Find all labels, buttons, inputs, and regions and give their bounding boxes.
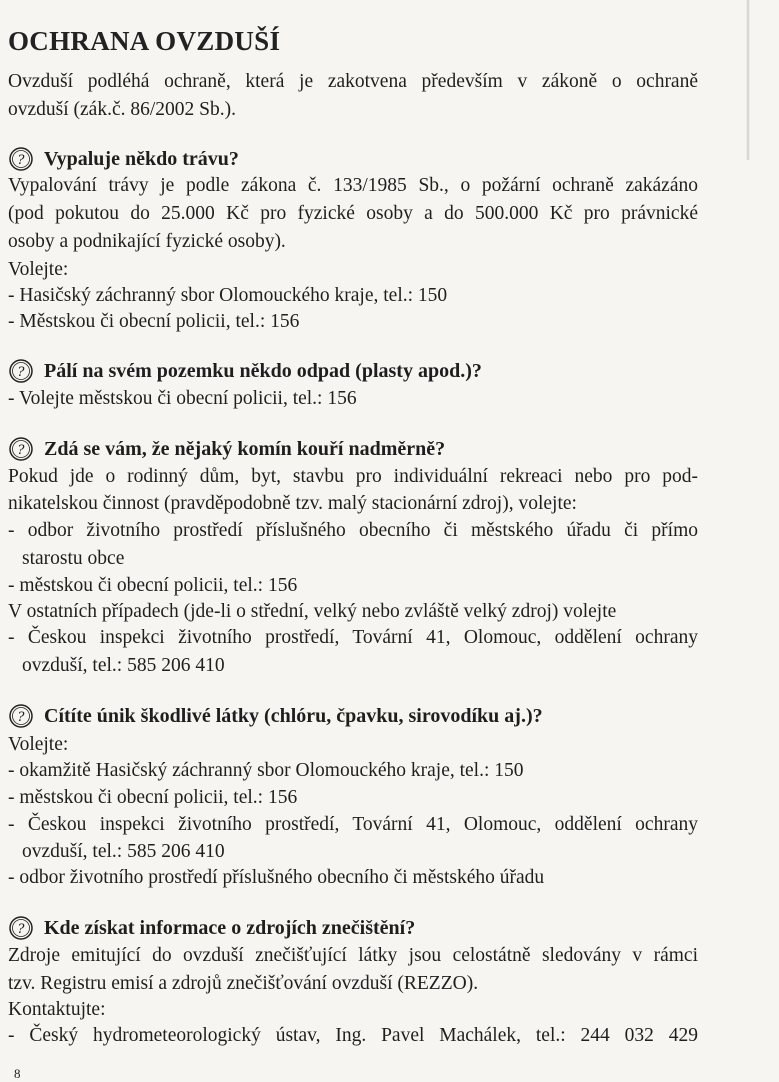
s1-line-1: Vypalování trávy je podle zákona č. 133/1985 Sb., o požární ochraně zakázáno [8,175,698,196]
section-1-question [8,146,239,172]
s1-line-5: - Hasičský záchranný sbor Olomouckého kraje, tel.: 150 [8,285,448,306]
section-2-heading: Pálí na svém pozemku někdo odpad (plasty apod.)? [44,359,482,382]
s1-line-3: osoby a podnikající fyzické osoby). [8,231,286,252]
s4-line-3: - městskou či obecní policii, tel.: 156 [8,787,298,808]
question-mark-circle-icon [8,436,34,462]
s3-line-7: - Českou inspekci životního prostředí, Tovární 41, Olomouc, oddělení ochrany [8,627,698,648]
question-mark-circle-icon [8,703,34,729]
section-5-heading: Kde získat informace o zdrojích znečištění? [44,916,416,939]
section-4-question [8,703,543,729]
s2-line-1: - Volejte městskou či obecní policii, tel.: 156 [8,388,357,409]
svg-text:?: ? [17,365,25,380]
s3-line-8: ovzduší, tel.: 585 206 410 [22,655,225,676]
page-title: OCHRANA OVZDUŠÍ [8,26,281,56]
scan-edge [746,0,750,160]
section-3-heading: Zdá se vám, že nějaký komín kouří nadměrně? [44,437,446,460]
s5-line-1: Zdroje emitující do ovzduší znečišťující látky jsou celostátně sledovány v rámci [8,945,698,966]
s4-line-5: ovzduší, tel.: 585 206 410 [22,841,225,862]
section-5-question [8,915,415,941]
svg-text:?: ? [17,443,25,458]
s3-line-3: - odbor životního prostředí příslušného obecního či městského úřadu či přímo [8,520,698,541]
s4-line-6: - odbor životního prostředí příslušného obecního či městského úřadu [8,867,545,888]
page-number: 8 [14,1066,21,1081]
s3-line-4: starostu obce [22,548,125,569]
s3-line-1: Pokud jde o rodinný dům, byt, stavbu pro individuální rekreaci nebo pro pod- [8,466,698,487]
s3-line-5: - městskou či obecní policii, tel.: 156 [8,575,298,596]
question-mark-circle-icon [8,358,34,384]
s1-line-2: (pod pokutou do 25.000 Kč pro fyzické osoby a do 500.000 Kč pro právnické [8,203,698,224]
s5-line-4: - Český hydrometeorologický ústav, Ing. Pavel Machálek, tel.: 244 032 429 [8,1025,698,1046]
s4-line-2: - okamžitě Hasičský záchranný sbor Olomouckého kraje, tel.: 150 [8,760,524,781]
question-mark-circle-icon [8,915,34,941]
section-2-question [8,358,482,384]
section-1-heading: Vypaluje někdo trávu? [44,147,239,170]
s1-line-4: Volejte: [8,259,69,280]
question-mark-circle-icon [8,146,34,172]
s1-line-6: - Městskou či obecní policii, tel.: 156 [8,311,300,332]
s3-line-6: V ostatních případech (jde-li o střední, velký nebo zvláště velký zdroj) volejte [8,601,617,622]
intro-line-2: ovzduší (zák.č. 86/2002 Sb.). [8,99,237,120]
s4-line-4: - Českou inspekci životního prostředí, Tovární 41, Olomouc, oddělení ochrany [8,814,698,835]
svg-text:?: ? [17,710,25,725]
s5-line-2: tzv. Registru emisí a zdrojů znečišťování ovzduší (REZZO). [8,973,479,994]
svg-text:?: ? [17,153,25,168]
s4-line-1: Volejte: [8,734,69,755]
svg-text:?: ? [17,922,25,937]
intro-line-1: Ovzduší podléhá ochraně, která je zakotvena především v zákoně o ochraně [8,71,698,92]
section-4-heading: Cítíte únik škodlivé látky (chlóru, čpavku, sirovodíku aj.)? [44,704,543,727]
s5-line-3: Kontaktujte: [8,999,106,1020]
s3-line-2: nikatelskou činnost (pravděpodobně tzv. malý stacionární zdroj), volejte: [8,493,577,514]
section-3-question [8,436,445,462]
